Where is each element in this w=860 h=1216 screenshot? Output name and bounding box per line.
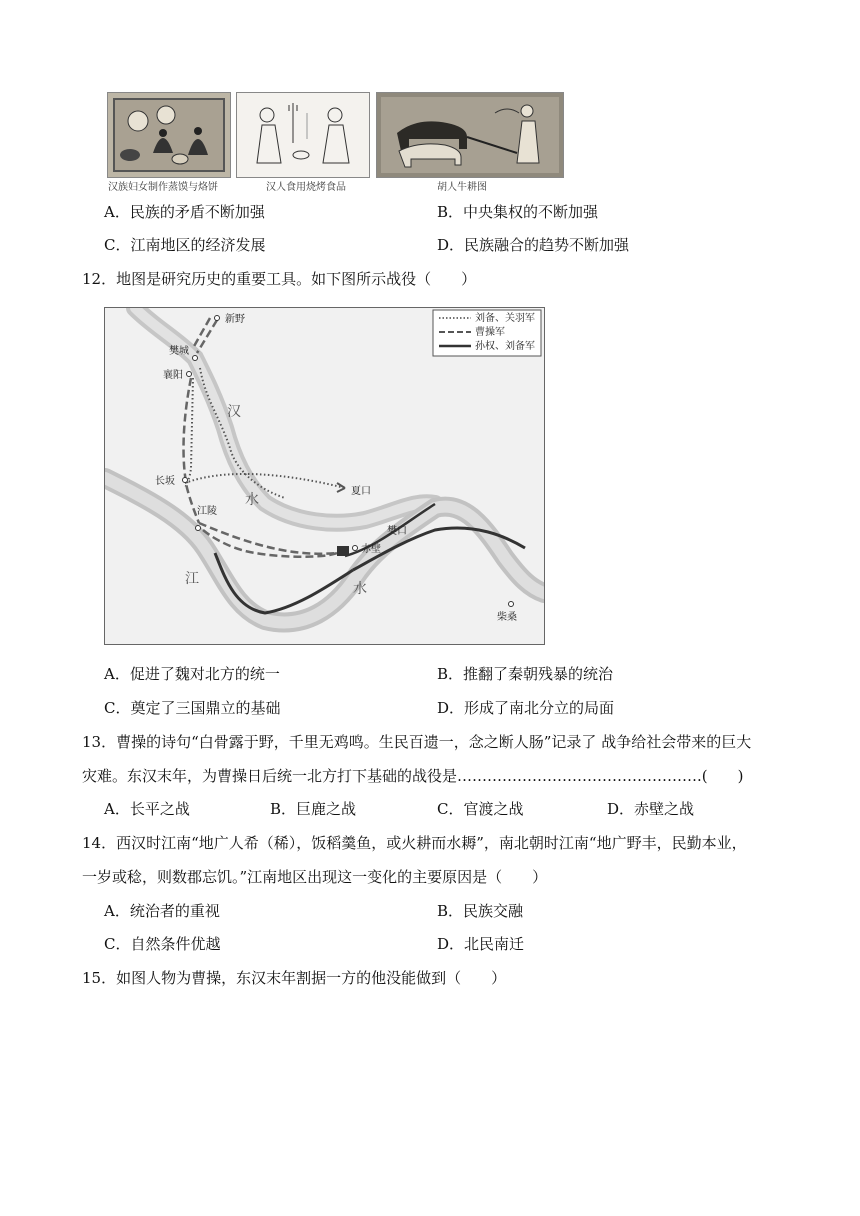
legend-liu-guan: 刘备、关羽军 bbox=[475, 313, 535, 324]
place-jiangling: 江陵 bbox=[197, 506, 217, 517]
place-chaisang: 柴桑 bbox=[497, 612, 517, 623]
sketch-illustration bbox=[237, 93, 369, 177]
caption-2: 汉人食用烧烤食品 bbox=[266, 182, 346, 193]
q12-stem: 12．地图是研究历史的重要工具。如下图所示战役（ ） bbox=[82, 270, 477, 288]
river-label-shui-1: 水 bbox=[245, 492, 259, 508]
place-xinye: 新野 bbox=[225, 314, 245, 325]
q13-stem-line1: 13．曹操的诗句“白骨露于野，千里无鸡鸣。生民百遗一，念之断人肠”记录了 战争给社会带来的巨大 bbox=[82, 733, 752, 751]
river-label-shui-2: 水 bbox=[353, 581, 367, 597]
caption-3: 胡人牛耕图 bbox=[437, 182, 487, 193]
q13-stem-line2: 灾难。东汉末年，为曹操日后统一北方打下基础的战役是………………………………………….( ) bbox=[82, 767, 744, 785]
battle-map-svg bbox=[105, 308, 544, 644]
q11-option-a[interactable]: A．民族的矛盾不断加强 bbox=[104, 203, 265, 221]
q12-option-d[interactable]: D．形成了南北分立的局面 bbox=[437, 699, 615, 717]
q14-stem-line1: 14．西汉时江南“地广人希（稀），饭稻羹鱼，或火耕而水耨”，南北朝时江南“地广野丰，民勤本业， bbox=[82, 834, 747, 852]
q15-stem: 15．如图人物为曹操，东汉末年割据一方的他没能做到（ ） bbox=[82, 969, 507, 987]
caption-1: 汉族妇女制作蒸馍与烙饼 bbox=[108, 182, 218, 193]
q12-option-a[interactable]: A．促进了魏对北方的统一 bbox=[104, 665, 280, 683]
place-changban: 长坂 bbox=[155, 476, 175, 487]
place-xiangyang: 襄阳 bbox=[163, 370, 183, 381]
river-label-jiang: 江 bbox=[185, 571, 199, 587]
plowing-illustration bbox=[377, 93, 563, 177]
q13-option-a[interactable]: A．长平之战 bbox=[104, 800, 190, 818]
q12-option-b[interactable]: B．推翻了秦朝残暴的统治 bbox=[437, 665, 614, 683]
q14-option-b[interactable]: B．民族交融 bbox=[437, 902, 524, 920]
battle-map bbox=[104, 307, 545, 645]
q13-option-d[interactable]: D．赤壁之战 bbox=[607, 800, 695, 818]
han-eating-roast-image bbox=[236, 92, 370, 178]
hu-ox-plowing-image bbox=[376, 92, 564, 178]
q11-option-c[interactable]: C．江南地区的经济发展 bbox=[104, 236, 266, 254]
place-fankou: 樊口 bbox=[387, 526, 407, 537]
han-women-cooking-image bbox=[107, 92, 231, 178]
q14-stem-line2: 一岁或稔，则数郡忘饥。”江南地区出现这一变化的主要原因是（ ） bbox=[82, 868, 548, 886]
q13-option-b[interactable]: B．巨鹿之战 bbox=[270, 800, 357, 818]
place-xiakou: 夏口 bbox=[351, 486, 371, 497]
map-legend bbox=[433, 310, 541, 356]
q11-option-d[interactable]: D．民族融合的趋势不断加强 bbox=[437, 236, 630, 254]
place-chibi: 赤壁 bbox=[361, 544, 381, 555]
place-fancheng: 樊城 bbox=[169, 346, 189, 357]
q14-option-c[interactable]: C．自然条件优越 bbox=[104, 935, 221, 953]
q13-option-c[interactable]: C．官渡之战 bbox=[437, 800, 524, 818]
q12-option-c[interactable]: C．奠定了三国鼎立的基础 bbox=[104, 699, 281, 717]
q14-option-d[interactable]: D．北民南迁 bbox=[437, 935, 525, 953]
legend-cao: 曹操军 bbox=[475, 327, 505, 338]
q14-option-a[interactable]: A．统治者的重视 bbox=[104, 902, 220, 920]
q11-option-b[interactable]: B．中央集权的不断加强 bbox=[437, 203, 599, 221]
river-label-han: 汉 bbox=[227, 404, 241, 420]
mural-illustration bbox=[108, 93, 230, 177]
legend-sun-liu: 孙权、刘备军 bbox=[475, 341, 535, 352]
